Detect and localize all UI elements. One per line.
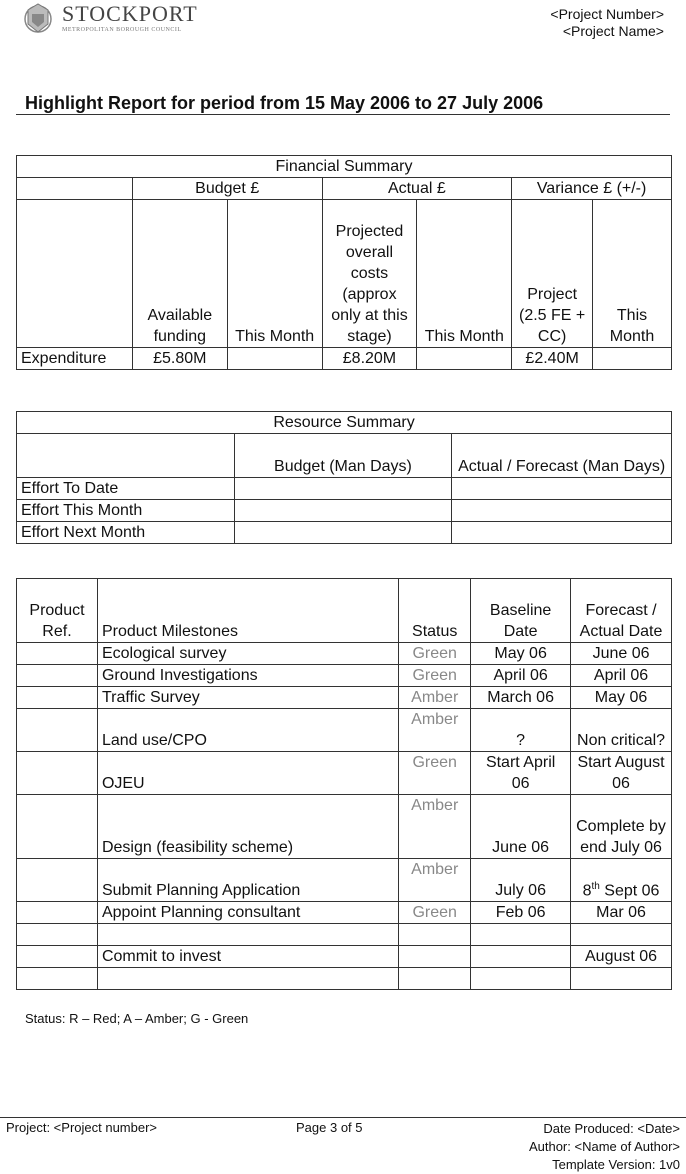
table-row [17, 478, 672, 500]
forecast-date: Mar 06 [571, 902, 672, 924]
project-name: <Project Name> [562, 23, 664, 39]
col-forecast-date: Forecast / Actual Date [571, 579, 672, 643]
table-row [17, 500, 672, 522]
product-ref [17, 924, 98, 946]
milestone-name: Traffic Survey [97, 687, 398, 709]
product-ref [17, 752, 98, 795]
product-ref [17, 859, 98, 902]
product-ref [17, 902, 98, 924]
logo-subtitle: METROPOLITAN BOROUGH COUNCIL [62, 27, 182, 33]
table-row [17, 522, 672, 544]
resource-actual-cell [452, 500, 672, 522]
product-ref [17, 643, 98, 665]
resource-row-label: Effort To Date [17, 478, 235, 500]
forecast-date: June 06 [571, 643, 672, 665]
table-row [17, 709, 672, 752]
forecast-month: Sept 06 [599, 882, 660, 899]
footer-project: Project: <Project number> [6, 1120, 158, 1135]
resource-row-label: Effort This Month [17, 500, 235, 522]
table-row [17, 859, 672, 902]
forecast-date: Non critical? [571, 709, 672, 752]
product-ref [17, 968, 98, 990]
financial-summary-heading: Financial Summary [17, 156, 672, 178]
col-baseline-date: Baseline Date [471, 579, 571, 643]
baseline-date: Start April 06 [471, 752, 571, 795]
resource-budget-cell [234, 478, 452, 500]
resource-summary-table [16, 411, 672, 544]
status-badge [399, 924, 471, 946]
forecast-day: 8 [582, 882, 592, 899]
this-month-budget-value [227, 348, 322, 370]
resource-actual-cell [452, 522, 672, 544]
product-ref [17, 665, 98, 687]
milestone-name: Submit Planning Application [97, 859, 398, 902]
resource-budget-cell [234, 522, 452, 544]
table-row [17, 924, 672, 946]
baseline-date [471, 924, 571, 946]
financial-empty-subheader [17, 200, 133, 348]
resource-summary-heading: Resource Summary [17, 412, 672, 434]
resource-budget-cell [234, 500, 452, 522]
col-budget-man-days: Budget (Man Days) [234, 434, 452, 478]
table-row [17, 752, 672, 795]
col-this-month-variance: This Month [593, 200, 672, 348]
milestone-name: Design (feasibility scheme) [97, 795, 398, 859]
milestone-name: Appoint Planning consultant [97, 902, 398, 924]
status-badge [399, 968, 471, 990]
milestone-name [97, 968, 398, 990]
crest-icon [20, 2, 56, 36]
baseline-date: ? [471, 709, 571, 752]
product-ref [17, 687, 98, 709]
milestone-name: OJEU [97, 752, 398, 795]
table-row [17, 795, 672, 859]
status-badge: Amber [399, 709, 471, 752]
baseline-date: May 06 [471, 643, 571, 665]
actual-header: Actual £ [322, 178, 512, 200]
this-month-actual-value [417, 348, 512, 370]
available-funding-value: £5.80M [132, 348, 227, 370]
footer-meta [529, 1120, 680, 1174]
status-badge: Amber [399, 795, 471, 859]
milestone-name: Land use/CPO [97, 709, 398, 752]
forecast-date: Complete by end July 06 [571, 795, 672, 859]
resource-actual-cell [452, 478, 672, 500]
status-badge: Green [399, 643, 471, 665]
table-row [17, 687, 672, 709]
status-badge: Amber [399, 687, 471, 709]
col-this-month-actual: This Month [417, 200, 512, 348]
baseline-date [471, 946, 571, 968]
table-row [17, 968, 672, 990]
product-ref [17, 795, 98, 859]
project-number: <Project Number> [550, 6, 664, 22]
financial-empty-header [17, 178, 133, 200]
status-badge: Amber [399, 859, 471, 902]
status-badge: Green [399, 902, 471, 924]
baseline-date: July 06 [471, 859, 571, 902]
footer-author: Author: <Name of Author> [528, 1139, 680, 1154]
product-ref [17, 946, 98, 968]
report-title: Highlight Report for period from 15 May 2006 to 27 July 2006 [25, 93, 544, 113]
milestone-name: Ecological survey [97, 643, 398, 665]
forecast-date: April 06 [571, 665, 672, 687]
resource-empty-header [17, 434, 235, 478]
footer-divider [0, 1117, 686, 1118]
table-row [17, 643, 672, 665]
expenditure-label: Expenditure [17, 348, 133, 370]
col-available-funding: Available funding [132, 200, 227, 348]
table-row [17, 902, 672, 924]
projected-costs-value: £8.20M [322, 348, 417, 370]
table-row [17, 946, 672, 968]
baseline-date: Feb 06 [471, 902, 571, 924]
baseline-date: April 06 [471, 665, 571, 687]
this-month-variance-value [593, 348, 672, 370]
forecast-date: Start August 06 [571, 752, 672, 795]
col-product-ref: Product Ref. [17, 579, 98, 643]
milestones-table [16, 578, 672, 990]
milestone-name: Ground Investigations [97, 665, 398, 687]
council-logo [20, 2, 198, 36]
forecast-ordinal: th [591, 880, 600, 892]
table-row [17, 665, 672, 687]
project-variance-value: £2.40M [512, 348, 593, 370]
col-this-month-budget: This Month [227, 200, 322, 348]
status-legend: Status: R – Red; A – Amber; G - Green [25, 1011, 249, 1026]
baseline-date [471, 968, 571, 990]
title-underline [16, 114, 670, 115]
financial-summary-table [16, 155, 672, 370]
col-product-milestones: Product Milestones [97, 579, 398, 643]
budget-header: Budget £ [132, 178, 322, 200]
forecast-date: May 06 [571, 687, 672, 709]
baseline-date: March 06 [471, 687, 571, 709]
milestone-name: Commit to invest [97, 946, 398, 968]
logo-name: STOCKPORT [62, 1, 198, 26]
status-badge: Green [399, 665, 471, 687]
col-project-variance: Project (2.5 FE + CC) [512, 200, 593, 348]
forecast-date: August 06 [571, 946, 672, 968]
status-badge: Green [399, 752, 471, 795]
header-project-info [550, 6, 664, 40]
product-ref [17, 709, 98, 752]
variance-header: Variance £ (+/-) [512, 178, 672, 200]
status-badge [399, 946, 471, 968]
baseline-date: June 06 [471, 795, 571, 859]
footer-date-produced: Date Produced: <Date> [543, 1121, 680, 1136]
forecast-date [571, 859, 672, 902]
forecast-date [571, 968, 672, 990]
footer-page-number: Page 3 of 5 [296, 1120, 363, 1135]
milestone-name [97, 924, 398, 946]
footer-template-version: Template Version: 1v0 [552, 1157, 680, 1172]
col-projected-costs: Projected overall costs (approx only at this stage) [322, 200, 417, 348]
col-status: Status [399, 579, 471, 643]
forecast-date [571, 924, 672, 946]
col-actual-forecast-man-days: Actual / Forecast (Man Days) [452, 434, 672, 478]
resource-row-label: Effort Next Month [17, 522, 235, 544]
